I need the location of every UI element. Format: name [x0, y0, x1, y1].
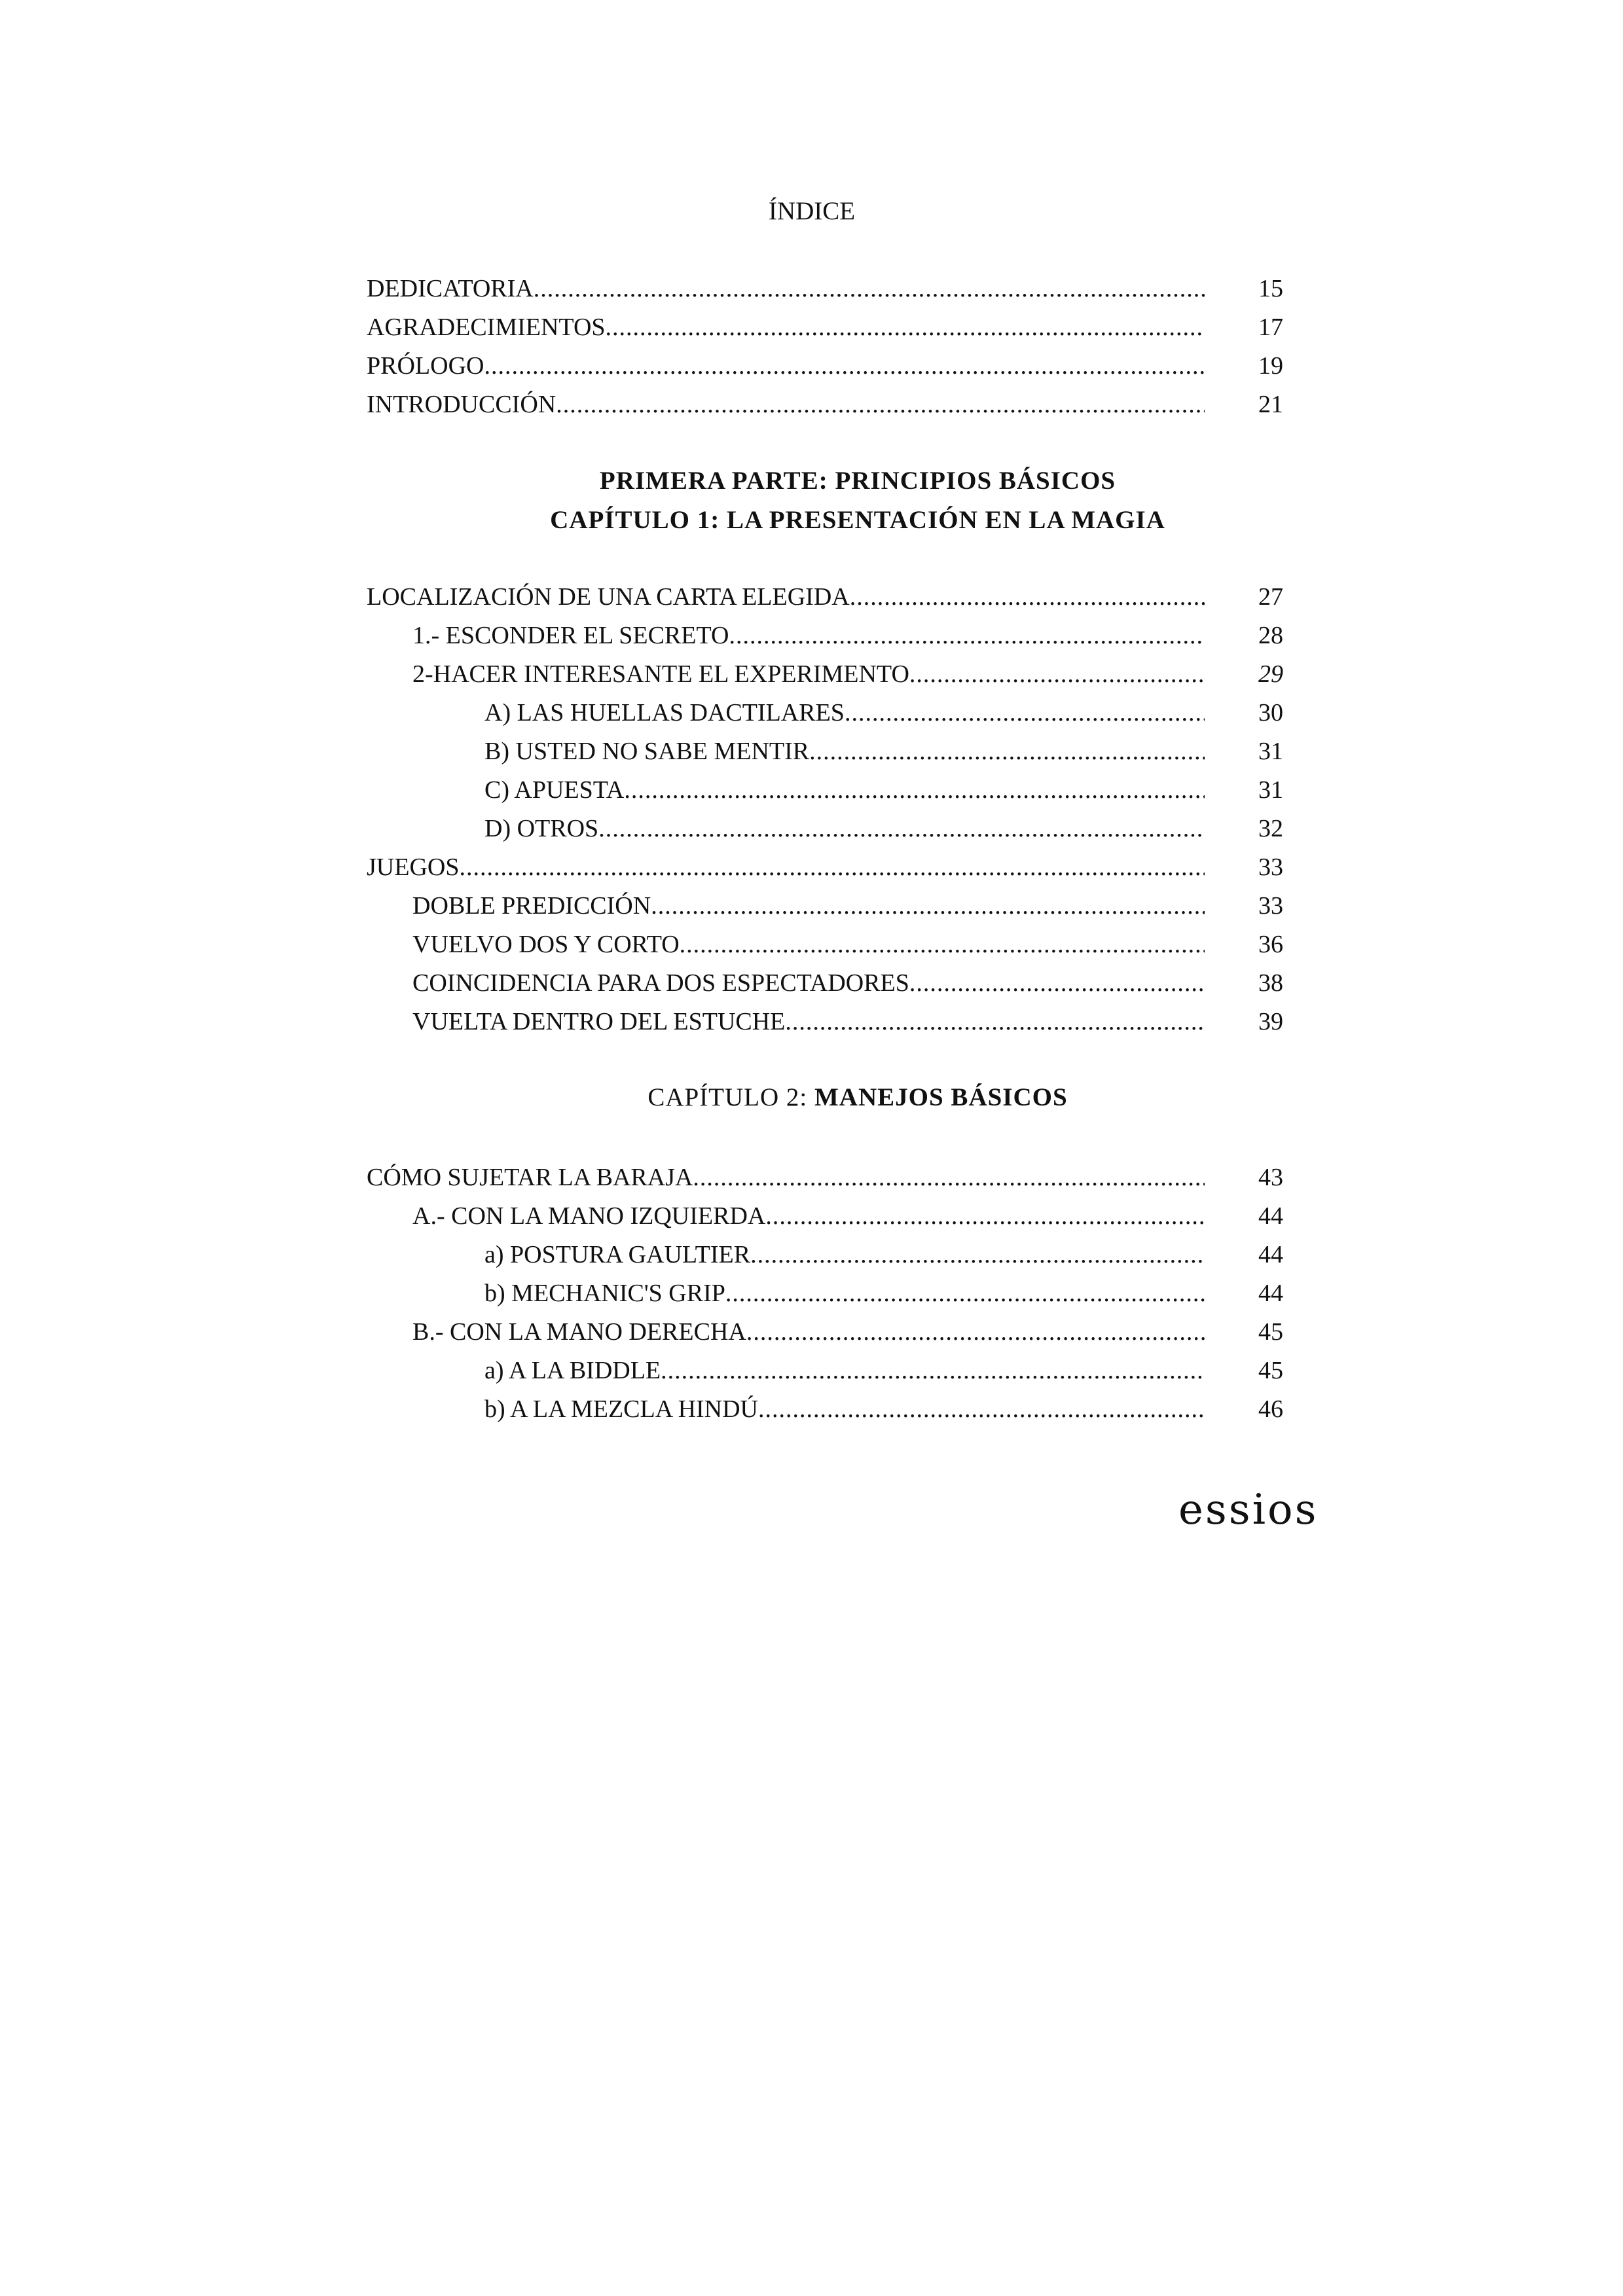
dot-leader: [484, 347, 1205, 386]
toc-entry: [412, 925, 1205, 964]
page-number: 45: [1258, 1357, 1283, 1384]
brand-logo: essios: [1178, 1486, 1319, 1534]
index-title: ÍNDICE: [768, 197, 856, 225]
toc-entry: [412, 887, 1205, 925]
toc-entry: [412, 617, 1205, 655]
toc-entry: [484, 771, 1205, 810]
dot-leader: [651, 887, 1205, 925]
toc-chapter-1: [367, 578, 1283, 1041]
dot-leader: [758, 1390, 1205, 1429]
toc-row[interactable]: [367, 1003, 1283, 1041]
page-number: 43: [1258, 1164, 1283, 1191]
toc-label: VUELVO DOS Y CORTO: [412, 931, 680, 958]
toc-row[interactable]: [367, 1274, 1283, 1313]
page-number: 46: [1258, 1395, 1283, 1423]
page-number: 36: [1258, 931, 1283, 958]
page-number: 31: [1258, 776, 1283, 804]
toc-row[interactable]: [367, 1313, 1283, 1352]
toc-label: A) LAS HUELLAS DACTILARES: [484, 699, 845, 726]
toc-entry: [367, 270, 1205, 308]
toc-row[interactable]: [367, 386, 1283, 424]
toc-entry: [367, 347, 1205, 386]
toc-row[interactable]: [367, 694, 1283, 732]
dot-leader: [750, 1236, 1205, 1274]
toc-row[interactable]: [367, 1352, 1283, 1390]
dot-leader: [598, 810, 1205, 848]
page-number: 21: [1258, 391, 1283, 418]
toc-label: 1.- ESCONDER EL SECRETO: [412, 622, 729, 649]
toc-label: PRÓLOGO: [367, 352, 484, 380]
chapter-2-title: MANEJOS BÁSICOS: [814, 1083, 1068, 1111]
page-number: 17: [1258, 314, 1283, 341]
dot-leader: [765, 1197, 1205, 1236]
toc-row[interactable]: [367, 617, 1283, 655]
toc-entry: [412, 655, 1205, 694]
chapter-2-heading: [367, 1083, 1349, 1112]
dot-leader: [661, 1352, 1205, 1390]
chapter-2-prefix: CAPÍTULO 2:: [647, 1083, 814, 1111]
dot-leader: [909, 964, 1205, 1003]
dot-leader: [909, 655, 1205, 694]
toc-label: AGRADECIMIENTOS: [367, 314, 606, 341]
dot-leader: [624, 771, 1205, 810]
toc-row[interactable]: [367, 347, 1283, 386]
toc-entry: [367, 848, 1205, 887]
toc-row[interactable]: [367, 771, 1283, 810]
toc-row[interactable]: [367, 1236, 1283, 1274]
toc-label: VUELTA DENTRO DEL ESTUCHE: [412, 1008, 786, 1035]
page-number: 45: [1258, 1318, 1283, 1346]
dot-leader: [680, 925, 1205, 964]
page-number: 44: [1258, 1202, 1283, 1230]
toc-entry: [484, 1352, 1205, 1390]
page-number: 31: [1258, 738, 1283, 765]
page-number: 44: [1258, 1241, 1283, 1268]
toc-chapter-2: [367, 1158, 1283, 1429]
toc-row[interactable]: [367, 578, 1283, 617]
toc-label: C) APUESTA: [484, 776, 625, 804]
toc-row[interactable]: [367, 1158, 1283, 1197]
toc-label: CÓMO SUJETAR LA BARAJA: [367, 1164, 693, 1191]
dot-leader: [693, 1158, 1205, 1197]
toc-label: a) POSTURA GAULTIER: [484, 1241, 751, 1268]
dot-leader: [850, 578, 1205, 617]
toc-entry: [484, 1390, 1205, 1429]
dot-leader: [459, 848, 1205, 887]
page-number: 30: [1258, 699, 1283, 726]
toc-label: b) MECHANIC'S GRIP: [484, 1280, 725, 1307]
toc-entry: [367, 578, 1205, 617]
toc-entry: [412, 1313, 1205, 1352]
toc-entry: [367, 308, 1205, 347]
dot-leader: [725, 1274, 1205, 1313]
page-number: 39: [1258, 1008, 1283, 1035]
page-number: 29: [1258, 660, 1283, 688]
dot-leader: [845, 694, 1205, 732]
toc-label: LOCALIZACIÓN DE UNA CARTA ELEGIDA: [367, 583, 850, 611]
dot-leader: [809, 732, 1205, 771]
page-number: 44: [1258, 1280, 1283, 1307]
toc-label: INTRODUCCIÓN: [367, 391, 556, 418]
toc-row[interactable]: [367, 1390, 1283, 1429]
toc-entry: [484, 1274, 1205, 1313]
toc-entry: [367, 1158, 1205, 1197]
part-heading: PRIMERA PARTE: PRINCIPIOS BÁSICOS: [599, 467, 1116, 495]
toc-front-matter: [367, 270, 1283, 424]
toc-row[interactable]: [367, 887, 1283, 925]
page-number: 38: [1258, 969, 1283, 997]
toc-label: DOBLE PREDICCIÓN: [412, 892, 651, 920]
toc-label: 2-HACER INTERESANTE EL EXPERIMENTO: [412, 660, 909, 688]
toc-row[interactable]: [367, 925, 1283, 964]
toc-entry: [484, 810, 1205, 848]
dot-leader: [556, 386, 1205, 424]
toc-entry: [367, 386, 1205, 424]
toc-label: D) OTROS: [484, 815, 599, 842]
toc-row[interactable]: [367, 655, 1283, 694]
page-number: 15: [1258, 275, 1283, 302]
page-number: 33: [1258, 892, 1283, 920]
dot-leader: [534, 270, 1205, 308]
toc-row[interactable]: [367, 964, 1283, 1003]
dot-leader: [606, 308, 1205, 347]
toc-row[interactable]: [367, 308, 1283, 347]
chapter-1-heading: CAPÍTULO 1: LA PRESENTACIÓN EN LA MAGIA: [550, 506, 1165, 534]
toc-row[interactable]: [367, 270, 1283, 308]
toc-entry: [484, 694, 1205, 732]
toc-row[interactable]: [367, 810, 1283, 848]
toc-row[interactable]: [367, 1197, 1283, 1236]
toc-label: B.- CON LA MANO DERECHA: [412, 1318, 746, 1346]
toc-label: B) USTED NO SABE MENTIR: [484, 738, 810, 765]
toc-entry: [412, 1197, 1205, 1236]
toc-entry: [412, 1003, 1205, 1041]
dot-leader: [729, 617, 1205, 655]
page-number: 33: [1258, 853, 1283, 881]
toc-entry: [484, 732, 1205, 771]
dot-leader: [746, 1313, 1205, 1352]
page-number: 27: [1258, 583, 1283, 611]
toc-label: A.- CON LA MANO IZQUIERDA: [412, 1202, 766, 1230]
toc-label: a) A LA BIDDLE: [484, 1357, 661, 1384]
page-number: 19: [1258, 352, 1283, 380]
toc-row[interactable]: [367, 732, 1283, 771]
toc-label: b) A LA MEZCLA HINDÚ: [484, 1395, 758, 1423]
toc-row[interactable]: [367, 848, 1283, 887]
toc-label: JUEGOS: [367, 853, 460, 881]
dot-leader: [785, 1003, 1205, 1041]
toc-entry: [412, 964, 1205, 1003]
page-number: 28: [1258, 622, 1283, 649]
toc-label: COINCIDENCIA PARA DOS ESPECTADORES: [412, 969, 909, 997]
toc-label: DEDICATORIA: [367, 275, 534, 302]
page-number: 32: [1258, 815, 1283, 842]
toc-entry: [484, 1236, 1205, 1274]
